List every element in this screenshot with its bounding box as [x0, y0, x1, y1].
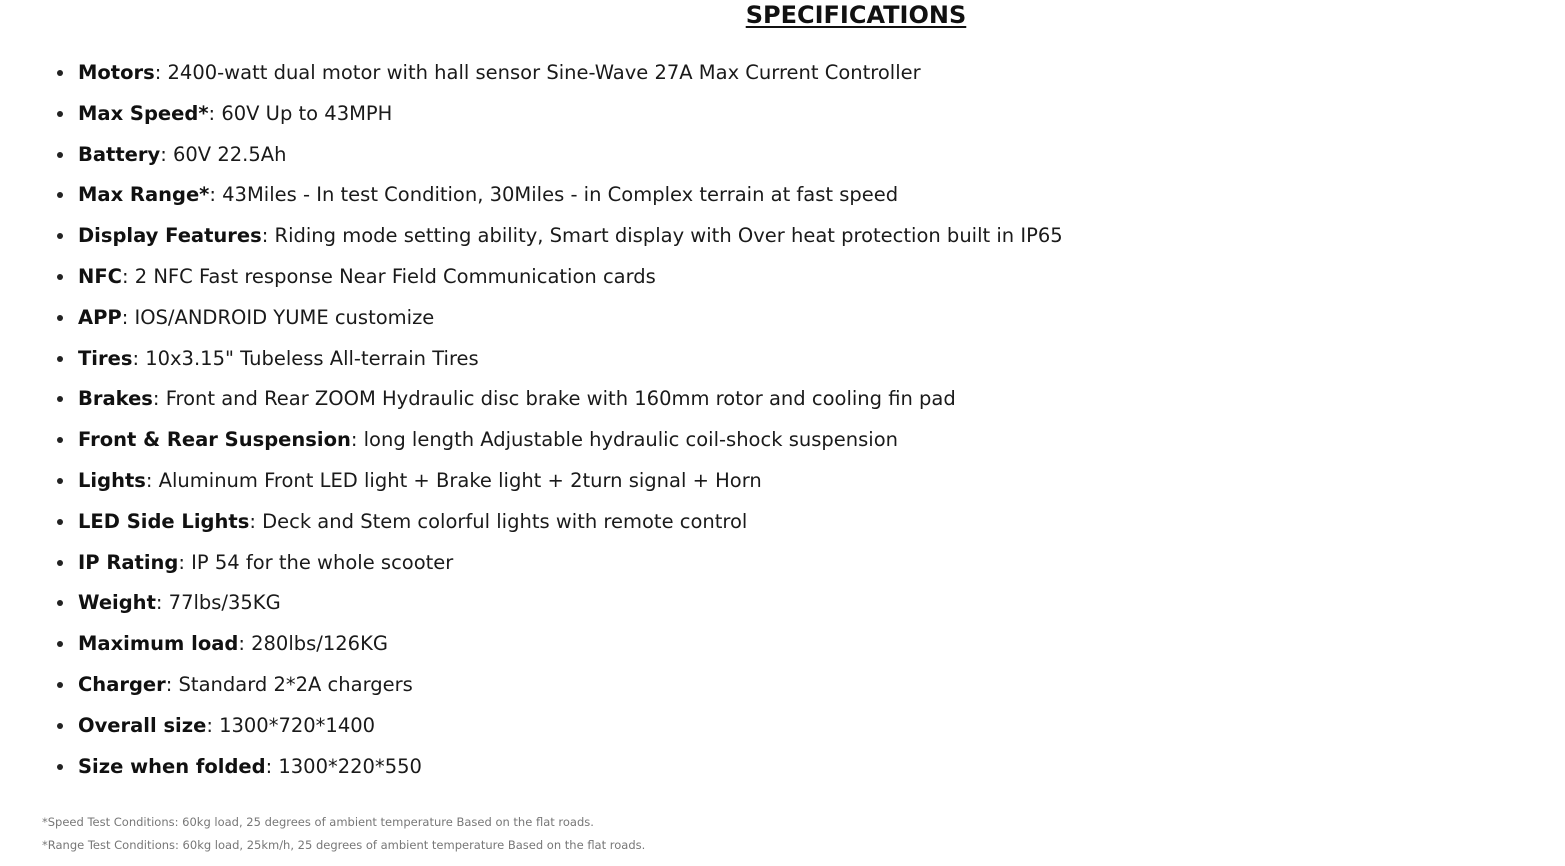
spec-item: [0, 339, 1063, 380]
bullet-icon: [57, 70, 63, 76]
spec-key: LED Side Lights: [78, 509, 250, 533]
spec-value: : 1300*220*550: [265, 754, 422, 778]
spec-key: Overall size: [78, 713, 207, 737]
spec-item: [0, 461, 1063, 502]
spec-value: : 60V Up to 43MPH: [208, 101, 393, 125]
spec-value: : Riding mode setting ability, Smart display with Over heat protection built in IP65: [261, 224, 1063, 248]
bullet-icon: [57, 478, 63, 484]
bullet-icon: [57, 600, 63, 606]
spec-key: Lights: [78, 468, 146, 492]
spec-value: : 280lbs/126KG: [238, 632, 388, 656]
spec-item: [0, 135, 1063, 176]
spec-value: : 2 NFC Fast response Near Field Communication cards: [121, 264, 656, 288]
spec-key: APP: [78, 305, 122, 329]
spec-value: : long length Adjustable hydraulic coil-shock suspension: [350, 428, 898, 452]
spec-value: : Deck and Stem colorful lights with remote control: [249, 509, 748, 533]
bullet-icon: [57, 315, 63, 321]
spec-value: : Front and Rear ZOOM Hydraulic disc brake with 160mm rotor and cooling fin pad: [152, 387, 956, 411]
spec-item: [0, 420, 1063, 461]
spec-item: [0, 379, 1063, 420]
spec-item: [0, 53, 1063, 94]
spec-value: : IP 54 for the whole scooter: [178, 550, 454, 574]
spec-key: Front & Rear Suspension: [78, 428, 351, 452]
spec-item: [0, 94, 1063, 135]
spec-item: [0, 257, 1063, 298]
spec-key: Battery: [78, 142, 161, 166]
bullet-icon: [57, 723, 63, 729]
bullet-icon: [57, 396, 63, 402]
spec-key: Max Range*: [78, 183, 210, 207]
spec-value: : Standard 2*2A chargers: [165, 672, 413, 696]
spec-value: : IOS/ANDROID YUME customize: [121, 305, 435, 329]
bullet-icon: [57, 111, 63, 117]
spec-item: [0, 747, 1063, 788]
spec-key: NFC: [78, 264, 122, 288]
spec-item: [0, 502, 1063, 543]
bullet-icon: [57, 682, 63, 688]
spec-item: [0, 624, 1063, 665]
bullet-icon: [57, 356, 63, 362]
bullet-icon: [57, 192, 63, 198]
spec-value: : 2400-watt dual motor with hall sensor Sine-Wave 27A Max Current Controller: [154, 61, 921, 84]
spec-key: Tires: [78, 346, 133, 370]
spec-list: [0, 53, 1063, 787]
spec-key: Display Features: [78, 224, 262, 248]
spec-item: [0, 583, 1063, 624]
spec-key: Max Speed*: [78, 101, 209, 125]
spec-value: : 77lbs/35KG: [155, 591, 281, 615]
bullet-icon: [57, 560, 63, 566]
spec-key: Maximum load: [78, 632, 239, 656]
spec-item: [0, 175, 1063, 216]
bullet-icon: [57, 437, 63, 443]
spec-value: : 10x3.15" Tubeless All-terrain Tires: [132, 346, 479, 370]
spec-item: [0, 706, 1063, 747]
spec-value: : Aluminum Front LED light + Brake light + 2turn signal + Horn: [145, 468, 762, 492]
spec-item: [0, 665, 1063, 706]
bullet-icon: [57, 274, 63, 280]
bullet-icon: [57, 764, 63, 770]
spec-key: Weight: [78, 591, 156, 615]
spec-item: [0, 298, 1063, 339]
page-title: SPECIFICATIONS: [745, 1, 967, 29]
bullet-icon: [57, 641, 63, 647]
range-test-footnote: *Range Test Conditions: 60kg load, 25km/h, 25 degrees of ambient temperature Based on the flat roads.: [42, 838, 646, 852]
bullet-icon: [57, 233, 63, 239]
spec-key: Brakes: [78, 387, 153, 411]
spec-item: [0, 216, 1063, 257]
bullet-icon: [57, 152, 63, 158]
bullet-icon: [57, 519, 63, 525]
spec-value: : 60V 22.5Ah: [160, 142, 287, 166]
speed-test-footnote: *Speed Test Conditions: 60kg load, 25 degrees of ambient temperature Based on the flat roads.: [42, 815, 594, 829]
spec-value: : 1300*720*1400: [206, 713, 376, 737]
spec-key: Size when folded: [78, 754, 266, 778]
spec-key: IP Rating: [78, 550, 179, 574]
spec-key: Motors: [78, 61, 155, 84]
spec-item: [0, 543, 1063, 584]
spec-key: Charger: [78, 672, 166, 696]
spec-value: : 43Miles - In test Condition, 30Miles - in Complex terrain at fast speed: [209, 183, 899, 207]
